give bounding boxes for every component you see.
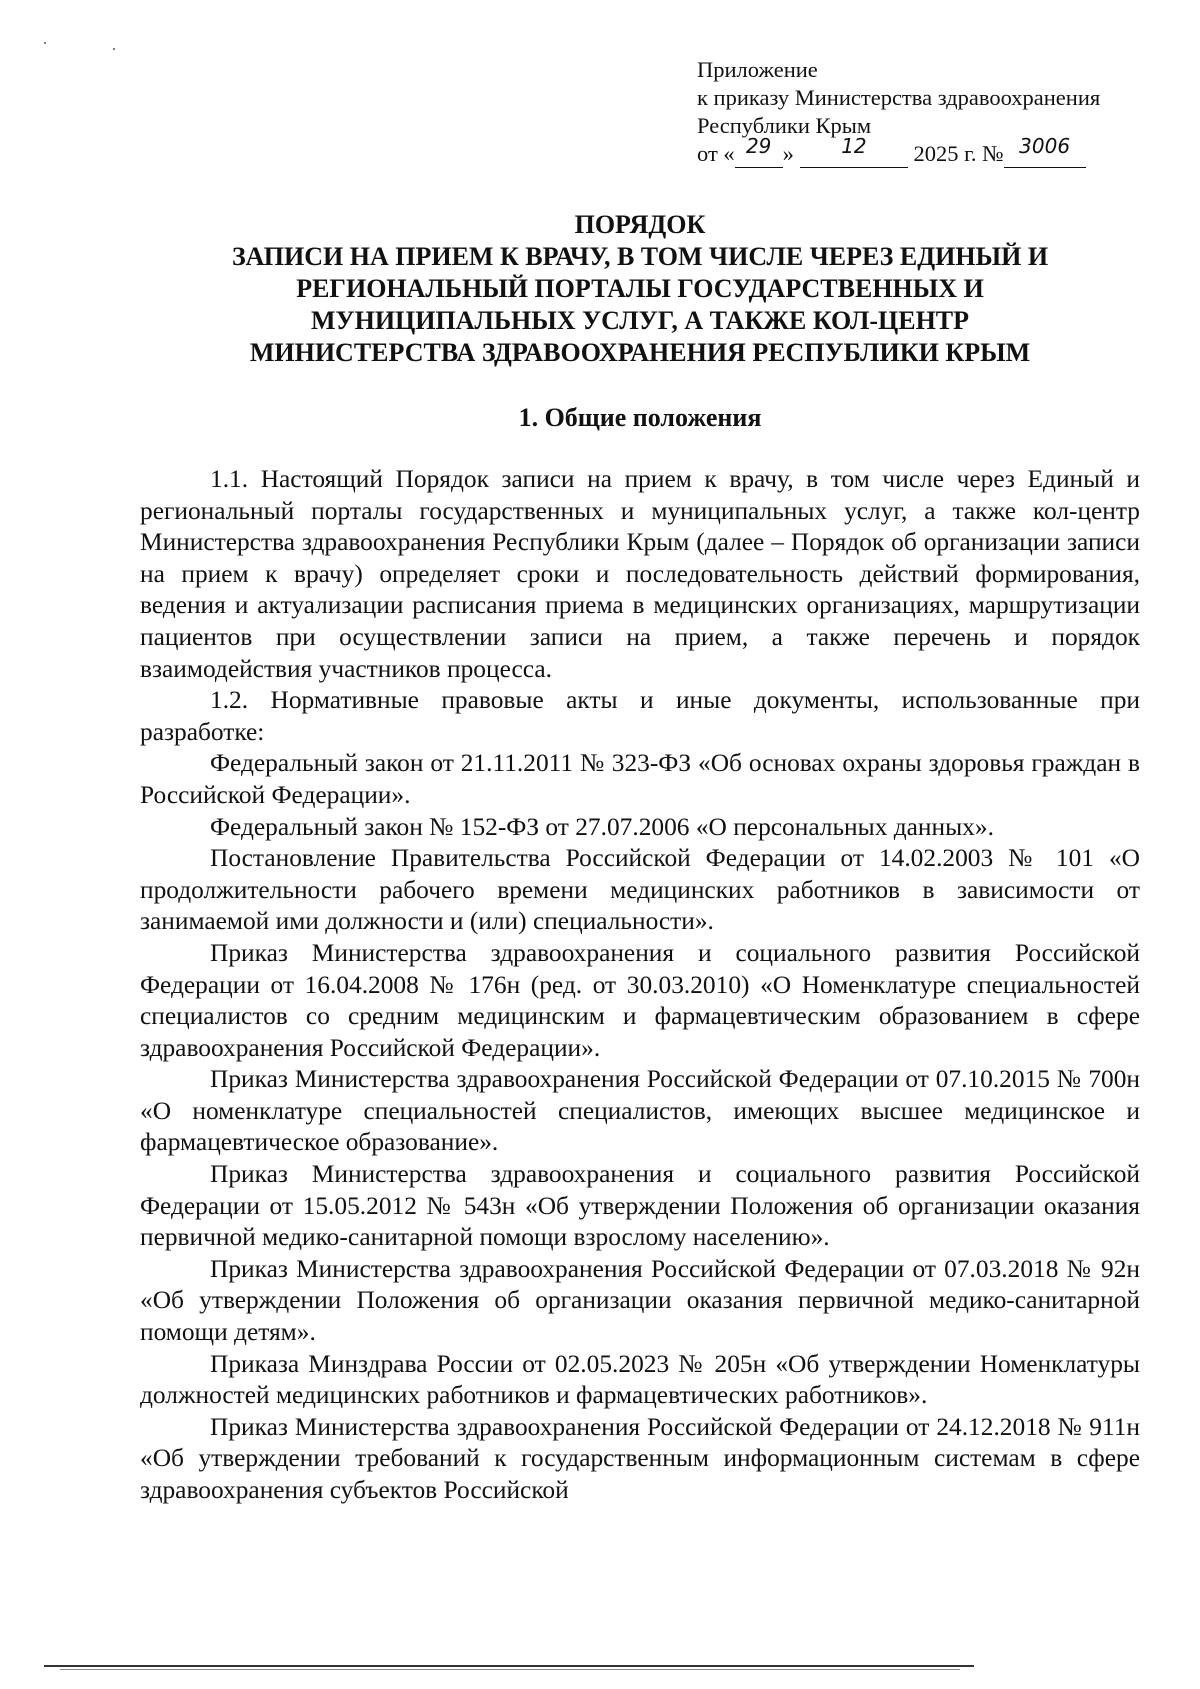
document-title xyxy=(140,209,1140,369)
paragraph-1-1: 1.1. Настоящий Порядок записи на прием к врачу, в том числе через Единый и региональный порталы государственных и муниципальных услуг, а также кол-центр Министерства здравоохранения Республики Крым (далее – Порядок об организации записи на прием к врачу) определяет сроки и последовательность действий формирования, ведения и актуализации расписания приема в медицинских организациях, маршрутизации пациентов при осуществлении записи на прием, а также перечень и порядок взаимодействия участников процесса. xyxy=(140,465,1140,683)
footer-rule xyxy=(44,1665,974,1667)
legal-act-item: Приказ Министерства здравоохранения и социального развития Российской Федерации от 16.04.2008 № 176н (ред. от 30.03.2010) «О Номенклатуре специальностей специалистов со средним медицинским и фармацевтическим образованием в сфере здравоохранения Российской Федерации». xyxy=(140,938,1140,1062)
order-number-field xyxy=(1004,134,1086,168)
footer-rule-thin xyxy=(60,1669,960,1670)
appendix-date-line xyxy=(697,134,1177,168)
title-line-3: РЕГИОНАЛЬНЫЙ ПОРТАЛЫ ГОСУДАРСТВЕННЫХ И xyxy=(296,274,984,303)
date-day-close: » xyxy=(782,141,794,166)
title-line-1: ПОРЯДОК xyxy=(574,210,706,239)
appendix-order-ref: к приказу Министерства здравоохранения xyxy=(697,85,1101,110)
appendix-header xyxy=(697,56,1177,168)
scan-speck xyxy=(113,48,115,50)
legal-act-item: Федеральный закон № 152-ФЗ от 27.07.2006 «О персональных данных». xyxy=(210,812,994,841)
date-year-label: 2025 г. № xyxy=(913,141,1004,166)
legal-act-item: Постановление Правительства Российской Федерации от 14.02.2003 № 101 «О продолжительности рабочего времени медицинских работников в зависимости от занимаемой ими должности и (или) специальности». xyxy=(140,844,1140,936)
date-from-label: от « xyxy=(697,141,735,166)
title-line-5: МИНИСТЕРСТВА ЗДРАВООХРАНЕНИЯ РЕСПУБЛИКИ КРЫМ xyxy=(249,338,1031,367)
order-number-value: 3006 xyxy=(1019,134,1071,158)
legal-act-item: Приказ Министерства здравоохранения Российской Федерации от 07.03.2018 № 92н «Об утверждении Положения об организации оказания первичной медико-санитарной помощи детям». xyxy=(140,1254,1140,1347)
legal-act-item: Приказ Министерства здравоохранения Российской Федерации от 07.10.2015 № 700н «О номенклатуре специальностей специалистов, имеющих высшее медицинское и фармацевтическое образование». xyxy=(140,1065,1140,1157)
date-day-field xyxy=(735,134,783,168)
scan-speck xyxy=(44,42,46,44)
appendix-region: Республики Крым xyxy=(697,113,872,138)
date-day-value: 29 xyxy=(745,134,772,158)
section-heading: 1. Общие положения xyxy=(518,403,762,432)
date-month-field xyxy=(800,134,908,168)
legal-act-item: Приказ Министерства здравоохранения и социального развития Российской Федерации от 15.05.2012 № 543н «Об утверждении Положения об организации оказания первичной медико-санитарной помощи взрослому населению». xyxy=(140,1160,1140,1252)
title-line-2: ЗАПИСИ НА ПРИЕМ К ВРАЧУ, В ТОМ ЧИСЛЕ ЧЕРЕЗ ЕДИНЫЙ И xyxy=(231,242,1049,271)
legal-act-item: Федеральный закон от 21.11.2011 № 323-ФЗ «Об основах охраны здоровья граждан в Российской Федерации». xyxy=(140,749,1140,809)
legal-act-item: Приказ Министерства здравоохранения Российской Федерации от 24.12.2018 № 911н «Об утверждении требований к государственным информационным системам в сфере здравоохранения субъектов Российской xyxy=(140,1412,1140,1504)
legal-act-item: Приказа Минздрава России от 02.05.2023 № 205н «Об утверждении Номенклатуры должностей медицинских работников и фармацевтических работников». xyxy=(140,1349,1140,1410)
date-month-value: 12 xyxy=(841,134,867,158)
paragraph-1-2: 1.2. Нормативные правовые акты и иные документы, использованные при разработке: xyxy=(140,686,1140,746)
document-body xyxy=(140,464,1140,1507)
title-line-4: МУНИЦИПАЛЬНЫХ УСЛУГ, А ТАКЖЕ КОЛ-ЦЕНТР xyxy=(310,306,970,335)
appendix-label: Приложение xyxy=(697,57,818,82)
